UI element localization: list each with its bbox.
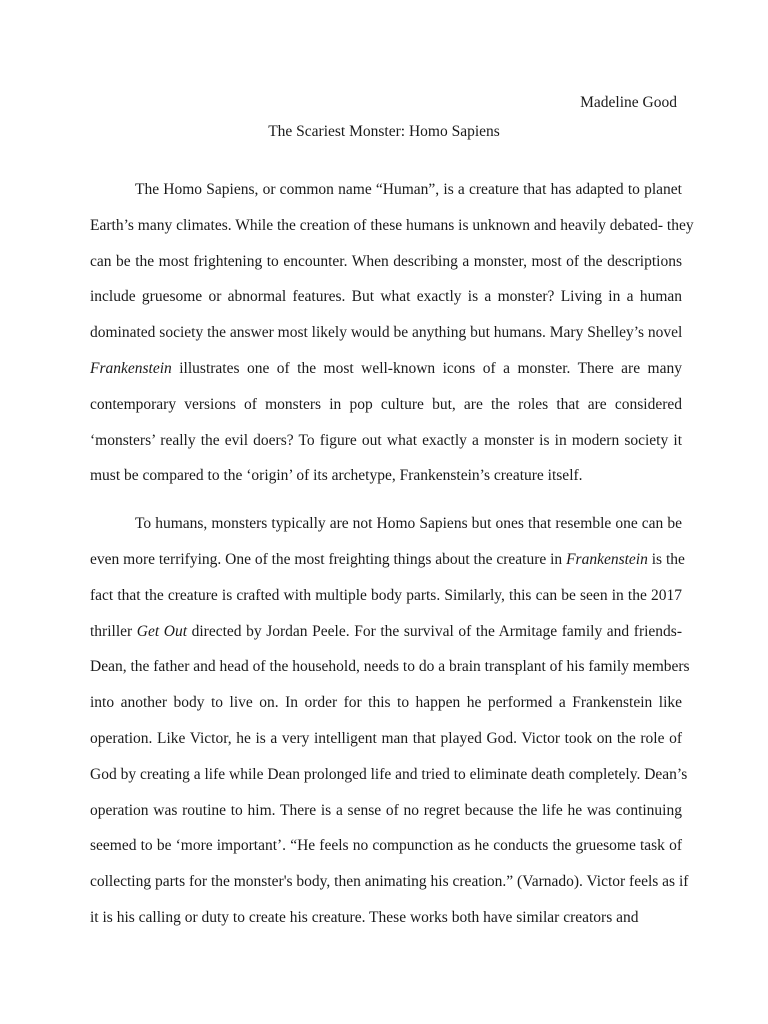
- text-segment: contemporary versions of monsters in pop culture but, are the roles that are considered: [90, 395, 682, 413]
- text-line: [90, 429, 682, 465]
- text-line: [90, 691, 682, 727]
- text-line: [90, 393, 682, 429]
- text-line: [90, 178, 682, 214]
- text-segment: ‘monsters’ really the evil doers? To figure out what exactly a monster is in modern society it: [90, 431, 682, 449]
- text-segment: Dean, the father and head of the household, needs to do a brain transplant of his family members: [90, 658, 690, 676]
- text-segment: directed by Jordan Peele. For the survival of the Armitage family and friends-: [187, 622, 682, 640]
- text-line: [90, 834, 682, 870]
- text-segment: fact that the creature is crafted with multiple body parts. Similarly, this can be seen in the 2017: [90, 586, 682, 604]
- text-segment: is the: [647, 550, 685, 568]
- text-line: [90, 321, 682, 357]
- text-segment: include gruesome or abnormal features. But what exactly is a monster? Living in a human: [90, 288, 682, 306]
- text-line: [90, 620, 682, 656]
- text-line: [90, 906, 682, 942]
- text-segment: thriller: [90, 622, 137, 640]
- text-segment: God by creating a life while Dean prolonged life and tried to eliminate death completely. Dean’s: [90, 765, 688, 783]
- text-line: [90, 763, 688, 799]
- italic-title: Frankenstein: [90, 359, 172, 377]
- text-segment: To humans, monsters typically are not Homo Sapiens but ones that resemble one can be: [135, 515, 682, 533]
- text-segment: operation. Like Victor, he is a very intelligent man that played God. Victor took on the role of: [90, 729, 682, 747]
- text-line: [90, 870, 689, 906]
- text-segment: seemed to be ‘more important’. “He feels no compunction as he conducts the gruesome task of: [90, 837, 682, 855]
- text-line: [90, 464, 682, 500]
- italic-title: Frankenstein: [566, 550, 648, 568]
- italic-title: Get Out: [136, 622, 188, 640]
- text-line: [90, 250, 682, 286]
- text-segment: must be compared to the ‘origin’ of its archetype, Frankenstein’s creature itself.: [90, 467, 583, 485]
- text-segment: it is his calling or duty to create his creature. These works both have similar creators and: [90, 908, 639, 926]
- text-line: [90, 214, 694, 250]
- text-line: [90, 584, 682, 620]
- text-segment: collecting parts for the monster's body, then animating his creation.” (Varnado). Victor feels as if: [90, 873, 689, 891]
- text-segment: Earth’s many climates. While the creation of these humans is unknown and heavily debated- they: [90, 216, 694, 234]
- text-line: [90, 357, 682, 393]
- essay-body: [90, 178, 694, 942]
- text-line: [90, 512, 682, 548]
- author-name: Madeline Good: [580, 94, 677, 111]
- text-segment: can be the most frightening to encounter. When describing a monster, most of the descriptions: [90, 252, 682, 270]
- text-line: [90, 727, 682, 763]
- text-line: [90, 285, 682, 321]
- text-segment: illustrates one of the most well-known icons of a monster. There are many: [171, 359, 682, 377]
- text-segment: The Homo Sapiens, or common name “Human”, is a creature that has adapted to planet: [135, 181, 682, 198]
- text-line: [90, 548, 685, 584]
- essay-title: The Scariest Monster: Homo Sapiens: [268, 123, 500, 140]
- paragraph-2: [90, 512, 690, 942]
- text-segment: into another body to live on. In order for this to happen he performed a Frankenstein like: [90, 694, 682, 712]
- text-line: [90, 655, 690, 691]
- text-segment: even more terrifying. One of the most freighting things about the creature in: [90, 550, 567, 568]
- text-line: [90, 799, 682, 835]
- paragraph-1: [90, 178, 694, 500]
- text-segment: dominated society the answer most likely would be anything but humans. Mary Shelley’s novel: [90, 324, 683, 342]
- text-segment: operation was routine to him. There is a sense of no regret because the life he was continuing: [90, 801, 682, 819]
